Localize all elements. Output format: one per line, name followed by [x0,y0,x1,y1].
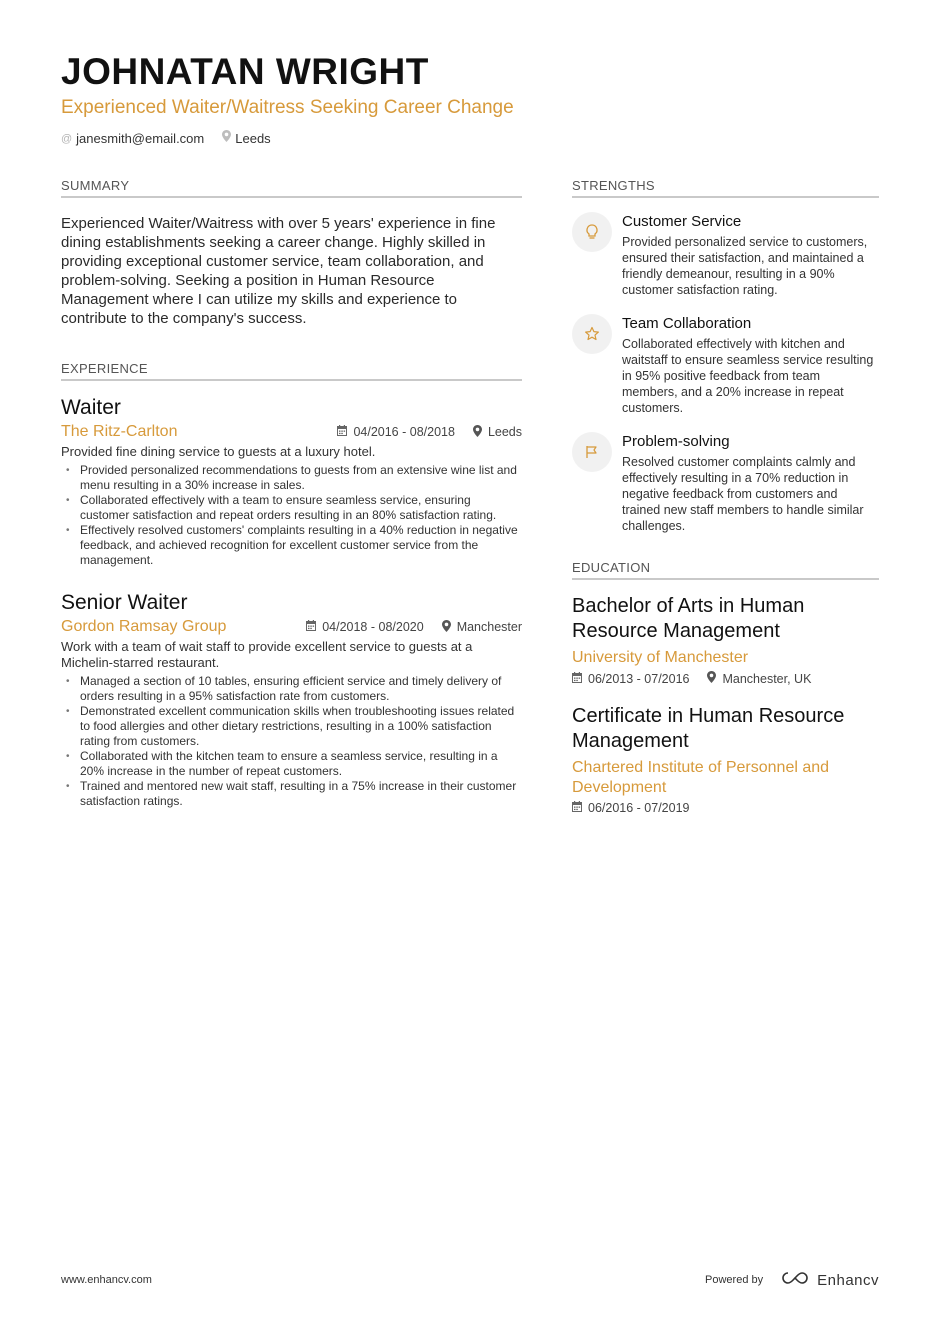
calendar-icon [572,672,582,686]
powered-by-label: Powered by [705,1274,764,1286]
job-info-row [61,422,522,442]
at-icon: @ [61,132,73,145]
experience-heading: EXPERIENCE [61,361,522,381]
page-footer [61,1270,879,1290]
summary-text: Experienced Waiter/Waitress with over 5 years' experience in fine dining establishments seeking a career change. Highly skilled in providing exceptional customer service, team collaboration, and problem-solving. Seeking a position in Human Resource Management where I can utilize my skills and experience to contribute to the company's success. [61,215,496,327]
experience-section [61,361,522,809]
candidate-name: JOHNATAN WRIGHT [61,51,429,92]
flag-icon [572,432,612,472]
location-pin-icon [707,671,716,686]
email-text: janesmith@email.com [76,130,205,146]
strength-title: Problem-solving [622,433,730,450]
lightbulb-icon [572,212,612,252]
job-description: Work with a team of wait staff to provide excellent service to guests at a Michelin-starred restaurant. [61,639,473,670]
company-name: Gordon Ramsay Group [61,618,227,635]
summary-heading: SUMMARY [61,178,522,198]
education-meta [572,801,879,815]
school-name: University of Manchester [572,649,749,666]
location-pin-icon [473,425,482,440]
strength-item [572,212,879,298]
job-title: Waiter [61,396,121,419]
strength-description: Collaborated effectively with kitchen and waitstaff to ensure seamless service resulting in 95% positive feedback from team members, and a 20% increase in repeat customers. [622,337,874,415]
strength-title: Customer Service [622,213,742,230]
job-dates [337,425,454,440]
resume-header [61,50,881,147]
contact-email[interactable] [61,130,204,147]
star-icon [572,314,612,354]
footer-website-link[interactable]: www.enhancv.com [61,1274,152,1286]
contact-location [222,130,270,147]
job-dates [306,620,423,635]
job-meta [337,425,522,440]
education-entry [572,704,879,815]
education-dates [572,801,689,815]
education-section [572,560,879,815]
job-entry [61,590,522,809]
job-bullet: • Collaborated with the kitchen team to ensure a seamless service, resulting in a 20% increase in the number of repeat customers. [61,749,522,779]
candidate-title: Experienced Waiter/Waitress Seeking Career Change [61,97,514,118]
degree-title: Bachelor of Arts in Human Resource Management [572,595,805,642]
job-bullet: • Trained and mentored new wait staff, resulting in a 75% increase in their customer satisfaction ratings. [61,779,522,809]
calendar-icon [337,425,347,439]
job-info-row [61,617,522,637]
job-title: Senior Waiter [61,591,188,614]
location-pin-icon [442,620,451,635]
education-dates-text: 06/2013 - 07/2016 [588,671,690,686]
job-bullet: • Effectively resolved customers' complaints resulting in a 40% reduction in negative feedback, and achieved recognition for excellent customer service from the management. [61,523,522,568]
location-pin-icon [222,130,231,147]
strength-item [572,432,879,534]
education-location-text: Manchester, UK [722,671,812,686]
strengths-section [572,178,879,534]
strength-title: Team Collaboration [622,315,752,332]
education-heading: EDUCATION [572,560,879,580]
job-location [442,620,522,635]
education-location [707,671,811,686]
strength-description: Resolved customer complaints calmly and effectively resulting in a 70% reduction in negative feedback from customers and trained new staff members to handle similar challenges. [622,455,864,533]
job-location-text: Manchester [456,620,522,634]
education-meta [572,671,879,686]
strength-item [572,314,879,416]
powered-by [705,1270,879,1290]
education-dates-text: 06/2016 - 07/2019 [588,801,690,815]
brand-name: Enhancv [817,1271,879,1289]
education-entry [572,594,879,686]
contact-info [61,130,881,147]
job-entry [61,395,522,568]
job-bullet: • Managed a section of 10 tables, ensuring efficient service and timely delivery of orders resulting in a 95% satisfaction rate from customers. [61,674,522,704]
degree-title: Certificate in Human Resource Management [572,705,845,752]
job-bullets [61,674,522,809]
strengths-heading: STRENGTHS [572,178,879,198]
summary-section [61,178,522,328]
job-dates-text: 04/2016 - 08/2018 [353,425,455,439]
right-column [572,178,879,815]
education-dates [572,671,689,686]
job-dates-text: 04/2018 - 08/2020 [322,620,424,634]
location-text: Leeds [235,130,271,146]
job-location [473,425,522,440]
calendar-icon [572,801,582,815]
left-column [61,178,522,809]
job-bullet: • Demonstrated excellent communication skills when troubleshooting issues related to food allergies and other dietary restrictions, resulting in a 100% satisfaction rating from customers. [61,704,522,749]
job-bullet: • Collaborated effectively with a team to ensure seamless service, ensuring customer satisfaction and repeat orders resulting in an 80% satisfaction rating. [61,493,522,523]
job-location-text: Leeds [487,425,522,439]
strength-description: Provided personalized service to customers, ensured their satisfaction, and maintained a friendly demeanour, resulting in a 90% customer satisfaction rating. [622,235,868,297]
enhancv-logo-icon [779,1270,811,1290]
job-description: Provided fine dining service to guests at a luxury hotel. [61,444,376,459]
job-meta [306,620,522,635]
job-bullets [61,463,522,568]
company-name: The Ritz-Carlton [61,423,178,440]
school-name: Chartered Institute of Personnel and Development [572,759,830,796]
job-bullet: • Provided personalized recommendations to guests from an extensive wine list and menu resulting in a 30% increase in sales. [61,463,522,493]
calendar-icon [306,620,316,634]
brand-logo[interactable] [779,1270,879,1290]
